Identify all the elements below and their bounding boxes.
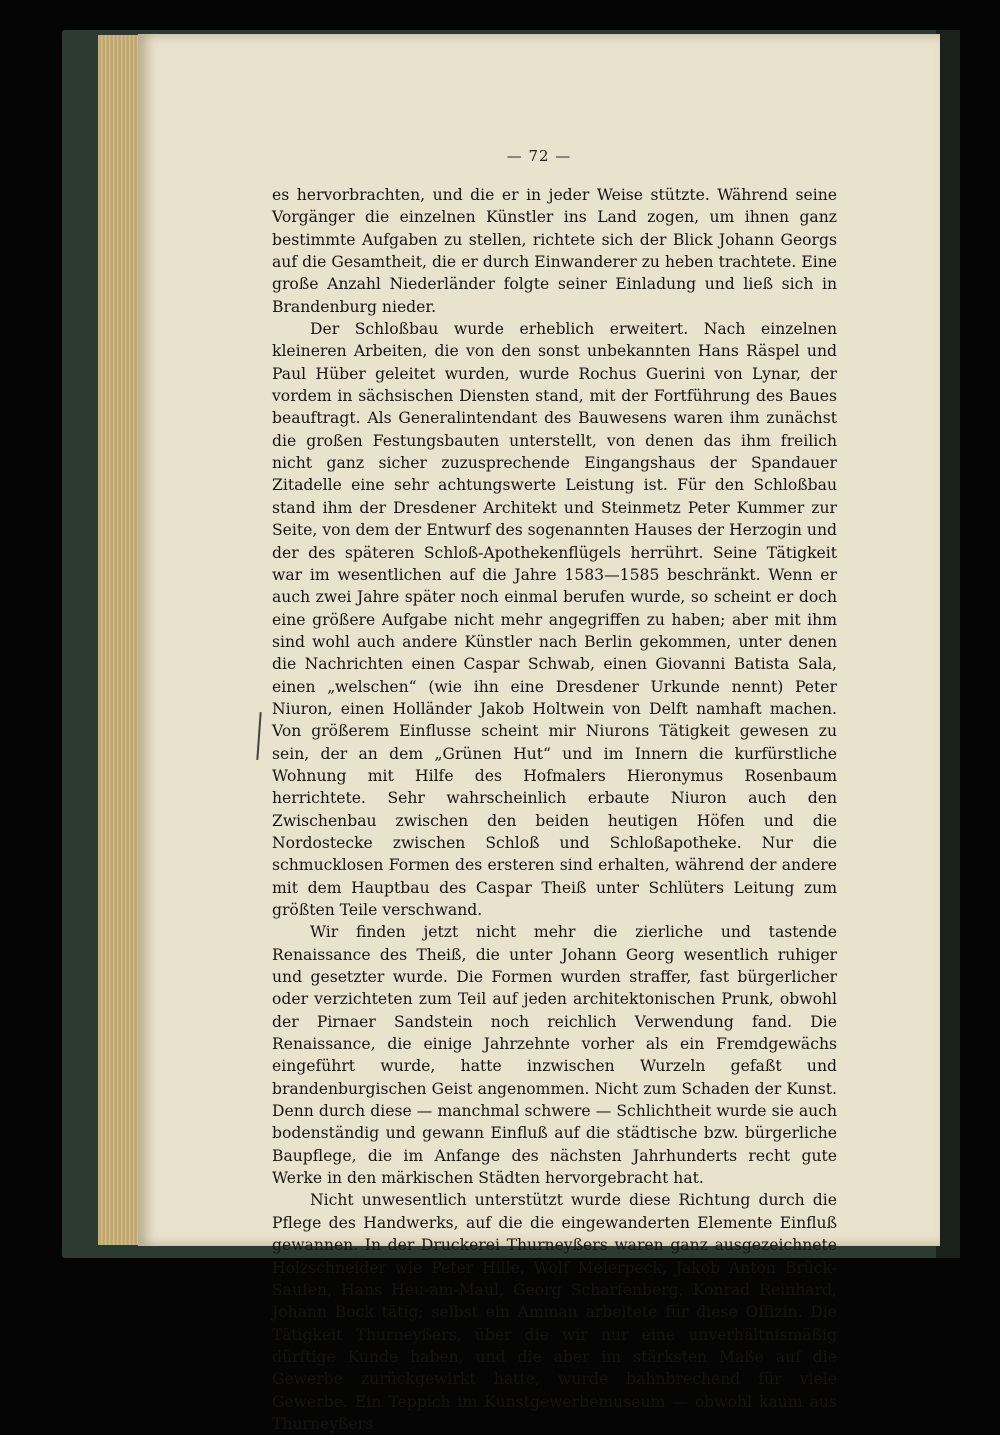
pencil-margin-mark — [256, 712, 261, 760]
book-page — [138, 34, 940, 1433]
page-number: — 72 — — [506, 147, 572, 165]
paragraph: Wir finden jetzt nicht mehr die zierliche und tastende Renaissance des Theiß, die unter Johann Georg wesentlich ruhiger und gesetzter wurde. Die Formen wurden straffer, fast bürgerlicher oder verzichteten zum Teil auf jeden architektonischen Prunk, obwohl der Pirnaer Sandstein noch reichlich Verwendung fand. Die Renaissance, die einige Jahrzehnte vorher als ein Fremdgewächs eingeführt wurde, hatte inzwischen Wurzeln gefaßt und brandenburgischen Geist angenommen. Nicht zum Schaden der Kunst. Denn durch diese — manchmal schwere — Schlichtheit wurde sie auch bodenständig und gewann Einfluß auf die städtische bzw. bürgerliche Baupflege, die im Anfange des nächsten Jahrhunderts recht gute Werke in den märkischen Städten hervorgebracht hat. — [272, 923, 837, 1188]
page-edges — [98, 35, 140, 1245]
paragraph: Der Schloßbau wurde erheblich erweitert. Nach einzelnen kleineren Arbeiten, die von den sonst unbekannten Hans Räspel und Paul Hüber geleitet wurden, wurde Rochus Guerini von Lynar, der vordem in sächsischen Diensten stand, mit der Fortführung des Baues beauftragt. Als Generalintendant des Bauwesens waren ihm zunächst die großen Festungsbauten unterstellt, von denen das ihm freilich nicht ganz sicher zuzusprechende Eingangshaus der Spandauer Zitadelle eine sehr achtungswerte Leistung ist. Für den Schloßbau stand ihm der Dresdener Architekt und Steinmetz Peter Kummer zur Seite, von dem der Entwurf des sogenannten Hauses der Herzogin und der des späteren Schloß-Apothekenflügels herrührt. Seine Tätigkeit war im wesentlichen auf die Jahre 1583—1585 beschränkt. Wenn er auch zwei Jahre später noch einmal berufen wurde, so scheint er doch eine größere Aufgabe nicht mehr angegriffen zu haben; aber mit ihm sind wohl auch andere Künstler nach Berlin gekommen, unter denen die Nachrichten einen Caspar Schwab, einen Giovanni Batista Sala, einen „welschen“ (wie ihn eine Dresdener Urkunde nennt) Peter Niuron, einen Holländer Jakob Holtwein von Delft namhaft machen. Von größerem Einflusse scheint mir Niurons Tätigkeit gewesen zu sein, der an dem „Grünen Hut“ und im Innern die kurfürstliche Wohnung mit Hilfe des Hofmalers Hieronymus Rosenbaum herrichtete. Sehr wahrscheinlich erbaute Niuron auch den Zwischenbau zwischen den beiden heutigen Höfen und die Nordostecke zwischen Schloß und Schloßapotheke. Nur die schmucklosen Formen des ersteren sind erhalten, während der andere mit dem Hauptbau des Caspar Theiß unter Schlüters Leitung zum größten Teile verschwand. — [272, 320, 837, 919]
paragraph: es hervorbrachten, und die er in jeder Weise stützte. Während seine Vorgänger die einzelnen Künstler ins Land zogen, um ihnen ganz bestimmte Aufgaben zu stellen, richtete sich der Blick Johann Georgs auf die Gesamtheit, die er durch Einwanderer zu heben trachtete. Eine große Anzahl Niederländer folgte seiner Einladung und ließ sich in Brandenburg nieder. — [272, 186, 837, 316]
paragraph: Nicht unwesentlich unterstützt wurde diese Richtung durch die Pflege des Handwerks, auf die die eingewanderten Elemente Einfluß gewannen. In der Druckerei Thurneyßers waren ganz ausgezeichnete Holzschneider wie Peter Hille, Wolf Meierpeck, Jakob Anton Brück-Saufen, Hans Heu-am-Maul, Georg Scharfenberg, Konrad Reinhard, Johann Bock tätig; selbst ein Amman arbeitete für diese Offizin. Die Tätigkeit Thurneyßers, über die wir nur eine unverhältnismäßig dürftige Kunde haben, und die aber im stärksten Maße auf die Gewerbe zurückgewirkt hatte, wurde bahnbrechend für viele Gewerbe. Ein Teppich im Kunstgewerbemuseum — obwohl kaum aus Thurneyßers — [272, 1191, 837, 1433]
body-text — [272, 184, 837, 1435]
